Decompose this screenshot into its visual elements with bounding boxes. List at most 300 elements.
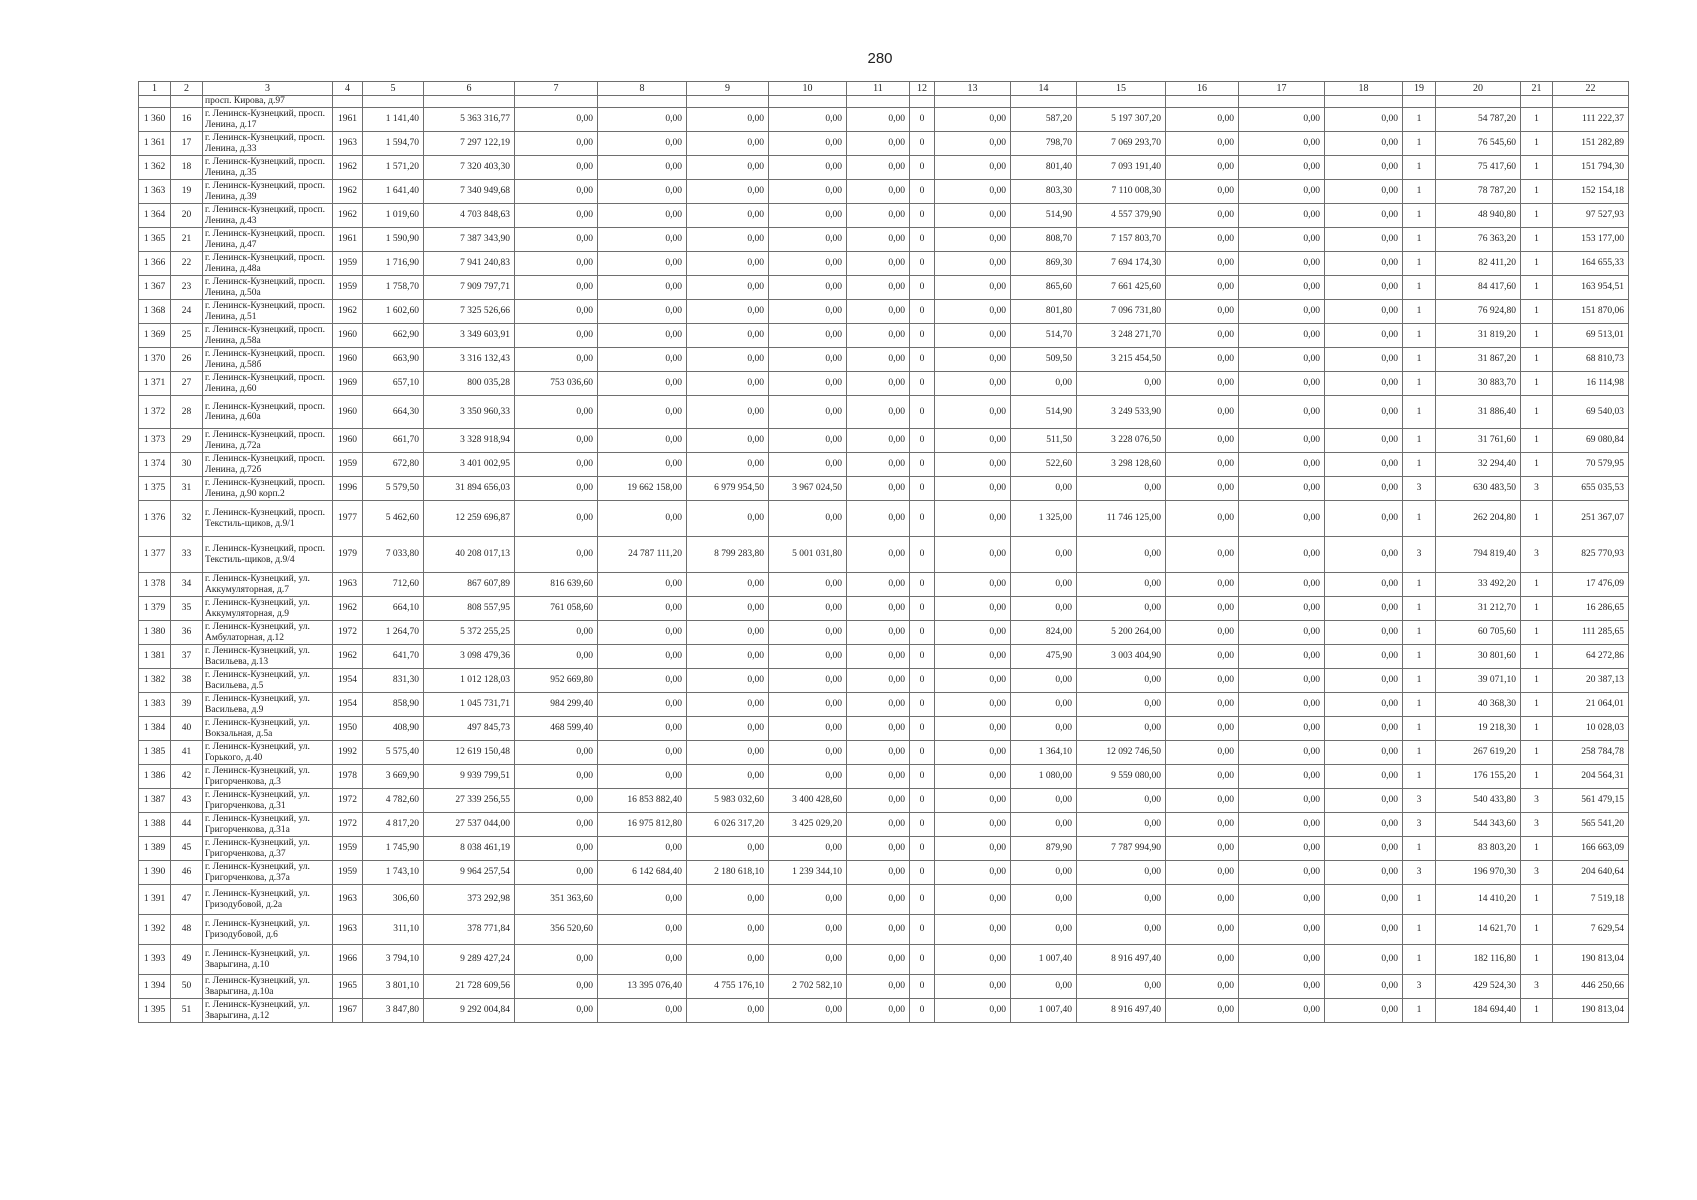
value-cell: 5 001 031,80 xyxy=(769,537,847,573)
value-cell: 0,00 xyxy=(1166,324,1239,348)
value-cell: 5 363 316,77 xyxy=(424,108,515,132)
value-cell: 0,00 xyxy=(598,669,687,693)
value-cell: 1 xyxy=(1403,915,1436,945)
value-cell: 825 770,93 xyxy=(1553,537,1629,573)
value-cell: 0,00 xyxy=(1325,597,1403,621)
row-number-cell: 1 361 xyxy=(139,132,171,156)
local-number-cell: 41 xyxy=(171,741,203,765)
value-cell: 31 819,20 xyxy=(1436,324,1521,348)
value-cell: 1 141,40 xyxy=(363,108,424,132)
value-cell: 0,00 xyxy=(1166,669,1239,693)
row-number-cell: 1 383 xyxy=(139,693,171,717)
value-cell: 40 368,30 xyxy=(1436,693,1521,717)
local-number-cell: 27 xyxy=(171,372,203,396)
value-cell: 0,00 xyxy=(687,669,769,693)
local-number-cell: 43 xyxy=(171,789,203,813)
value-cell: 0,00 xyxy=(687,693,769,717)
value-cell: 0,00 xyxy=(598,621,687,645)
value-cell: 0,00 xyxy=(1239,453,1325,477)
column-header: 22 xyxy=(1553,82,1629,96)
value-cell: 0,00 xyxy=(1166,813,1239,837)
value-cell: 753 036,60 xyxy=(515,372,598,396)
value-cell: 0,00 xyxy=(1077,537,1166,573)
value-cell: 565 541,20 xyxy=(1553,813,1629,837)
value-cell: 8 916 497,40 xyxy=(1077,999,1166,1023)
value-cell: 4 817,20 xyxy=(363,813,424,837)
value-cell: 0,00 xyxy=(935,669,1011,693)
value-cell: 0,00 xyxy=(769,573,847,597)
address-cell: г. Ленинск-Кузнецкий, ул. Григорченкова, д.3 xyxy=(203,765,333,789)
table-row xyxy=(139,861,1629,885)
year-cell: 1959 xyxy=(333,252,363,276)
row-number-cell: 1 364 xyxy=(139,204,171,228)
value-cell: 3 xyxy=(1521,477,1553,501)
value-cell: 0,00 xyxy=(1325,204,1403,228)
value-cell: 0,00 xyxy=(935,228,1011,252)
value-cell: 1 743,10 xyxy=(363,861,424,885)
value-cell: 0,00 xyxy=(847,861,910,885)
value-cell: 0,00 xyxy=(1239,477,1325,501)
address-cell: г. Ленинск-Кузнецкий, ул. Григорченкова, д.31а xyxy=(203,813,333,837)
value-cell: 0 xyxy=(910,621,935,645)
value-cell: 0,00 xyxy=(598,717,687,741)
value-cell: 182 116,80 xyxy=(1436,945,1521,975)
value-cell: 6 142 684,40 xyxy=(598,861,687,885)
value-cell: 3 425 029,20 xyxy=(769,813,847,837)
value-cell: 800 035,28 xyxy=(424,372,515,396)
value-cell: 0,00 xyxy=(847,348,910,372)
table-row xyxy=(139,789,1629,813)
column-header: 18 xyxy=(1325,82,1403,96)
table-row xyxy=(139,999,1629,1023)
address-cell: г. Ленинск-Кузнецкий, просп. Ленина, д.72б xyxy=(203,453,333,477)
value-cell: 0,00 xyxy=(515,429,598,453)
value-cell: 1 xyxy=(1521,396,1553,429)
row-number-cell: 1 367 xyxy=(139,276,171,300)
table-row xyxy=(139,537,1629,573)
value-cell: 3 xyxy=(1521,537,1553,573)
value-cell: 184 694,40 xyxy=(1436,999,1521,1023)
year-cell: 1959 xyxy=(333,861,363,885)
table-row xyxy=(139,597,1629,621)
value-cell: 0,00 xyxy=(769,999,847,1023)
value-cell: 3 xyxy=(1403,813,1436,837)
column-header: 9 xyxy=(687,82,769,96)
year-cell: 1954 xyxy=(333,669,363,693)
year-cell: 1963 xyxy=(333,885,363,915)
value-cell: 1 xyxy=(1403,573,1436,597)
local-number-cell: 31 xyxy=(171,477,203,501)
value-cell: 1 xyxy=(1403,228,1436,252)
value-cell: 12 619 150,48 xyxy=(424,741,515,765)
value-cell: 0,00 xyxy=(1166,975,1239,999)
value-cell: 0,00 xyxy=(1077,573,1166,597)
value-cell: 0,00 xyxy=(1077,885,1166,915)
value-cell: 0,00 xyxy=(935,324,1011,348)
value-cell: 3 xyxy=(1403,537,1436,573)
value-cell: 0,00 xyxy=(598,180,687,204)
value-cell: 4 703 848,63 xyxy=(424,204,515,228)
local-number-cell: 21 xyxy=(171,228,203,252)
value-cell: 0,00 xyxy=(1239,693,1325,717)
value-cell: 3 xyxy=(1521,861,1553,885)
column-header: 20 xyxy=(1436,82,1521,96)
value-cell: 0,00 xyxy=(1011,693,1077,717)
local-number-cell: 20 xyxy=(171,204,203,228)
value-cell: 0,00 xyxy=(1325,741,1403,765)
local-number-cell: 23 xyxy=(171,276,203,300)
value-cell: 0,00 xyxy=(935,429,1011,453)
address-cell: г. Ленинск-Кузнецкий, ул. Зварыгина, д.10 xyxy=(203,945,333,975)
value-cell: 0,00 xyxy=(847,717,910,741)
value-cell: 1 012 128,03 xyxy=(424,669,515,693)
value-cell: 0,00 xyxy=(847,276,910,300)
value-cell: 0 xyxy=(910,537,935,573)
table-cell xyxy=(910,96,935,108)
value-cell: 0,00 xyxy=(1166,999,1239,1023)
value-cell: 0,00 xyxy=(515,396,598,429)
value-cell: 9 559 080,00 xyxy=(1077,765,1166,789)
value-cell: 0,00 xyxy=(598,885,687,915)
value-cell: 0,00 xyxy=(935,132,1011,156)
column-header: 16 xyxy=(1166,82,1239,96)
value-cell: 0,00 xyxy=(935,837,1011,861)
value-cell: 1 594,70 xyxy=(363,132,424,156)
value-cell: 3 249 533,90 xyxy=(1077,396,1166,429)
value-cell: 0,00 xyxy=(1239,276,1325,300)
value-cell: 831,30 xyxy=(363,669,424,693)
year-cell: 1962 xyxy=(333,300,363,324)
value-cell: 0,00 xyxy=(769,945,847,975)
value-cell: 0,00 xyxy=(687,573,769,597)
table-row xyxy=(139,108,1629,132)
value-cell: 0,00 xyxy=(935,999,1011,1023)
value-cell: 111 222,37 xyxy=(1553,108,1629,132)
value-cell: 5 197 307,20 xyxy=(1077,108,1166,132)
value-cell: 801,40 xyxy=(1011,156,1077,180)
value-cell: 3 xyxy=(1521,813,1553,837)
table-cell xyxy=(1325,96,1403,108)
table-cell xyxy=(424,96,515,108)
value-cell: 540 433,80 xyxy=(1436,789,1521,813)
address-cell: г. Ленинск-Кузнецкий, ул. Зварыгина, д.10а xyxy=(203,975,333,999)
value-cell: 1 xyxy=(1403,645,1436,669)
column-header: 12 xyxy=(910,82,935,96)
value-cell: 0,00 xyxy=(687,645,769,669)
value-cell: 4 755 176,10 xyxy=(687,975,769,999)
value-cell: 1 xyxy=(1521,999,1553,1023)
table-cell xyxy=(847,96,910,108)
value-cell: 5 983 032,60 xyxy=(687,789,769,813)
address-cell: г. Ленинск-Кузнецкий, просп. Ленина, д.43 xyxy=(203,204,333,228)
local-number-cell: 36 xyxy=(171,621,203,645)
value-cell: 858,90 xyxy=(363,693,424,717)
value-cell: 76 363,20 xyxy=(1436,228,1521,252)
value-cell: 7 093 191,40 xyxy=(1077,156,1166,180)
value-cell: 0,00 xyxy=(1011,537,1077,573)
value-cell: 0,00 xyxy=(687,300,769,324)
value-cell: 0,00 xyxy=(935,789,1011,813)
year-cell: 1959 xyxy=(333,837,363,861)
value-cell: 11 746 125,00 xyxy=(1077,501,1166,537)
value-cell: 0,00 xyxy=(1166,789,1239,813)
year-cell: 1977 xyxy=(333,501,363,537)
value-cell: 587,20 xyxy=(1011,108,1077,132)
value-cell: 0,00 xyxy=(1166,108,1239,132)
value-cell: 0,00 xyxy=(515,228,598,252)
value-cell: 0,00 xyxy=(1325,573,1403,597)
local-number-cell: 40 xyxy=(171,717,203,741)
value-cell: 446 250,66 xyxy=(1553,975,1629,999)
value-cell: 0,00 xyxy=(687,621,769,645)
value-cell: 0,00 xyxy=(769,693,847,717)
local-number-cell: 45 xyxy=(171,837,203,861)
year-cell: 1950 xyxy=(333,717,363,741)
value-cell: 12 259 696,87 xyxy=(424,501,515,537)
value-cell: 0,00 xyxy=(1077,477,1166,501)
value-cell: 0,00 xyxy=(687,204,769,228)
value-cell: 1 xyxy=(1521,348,1553,372)
value-cell: 1 xyxy=(1403,156,1436,180)
year-cell: 1963 xyxy=(333,915,363,945)
value-cell: 0 xyxy=(910,501,935,537)
value-cell: 306,60 xyxy=(363,885,424,915)
column-header: 1 xyxy=(139,82,171,96)
value-cell: 54 787,20 xyxy=(1436,108,1521,132)
value-cell: 0,00 xyxy=(515,741,598,765)
value-cell: 0,00 xyxy=(1325,975,1403,999)
value-cell: 0,00 xyxy=(687,501,769,537)
address-cell: г. Ленинск-Кузнецкий, ул. Аккумуляторная, д.9 xyxy=(203,597,333,621)
row-number-cell: 1 372 xyxy=(139,396,171,429)
value-cell: 76 924,80 xyxy=(1436,300,1521,324)
value-cell: 544 343,60 xyxy=(1436,813,1521,837)
value-cell: 1 602,60 xyxy=(363,300,424,324)
value-cell: 641,70 xyxy=(363,645,424,669)
value-cell: 0,00 xyxy=(847,300,910,324)
table-row xyxy=(139,276,1629,300)
value-cell: 3 215 454,50 xyxy=(1077,348,1166,372)
value-cell: 1 xyxy=(1403,693,1436,717)
value-cell: 0,00 xyxy=(1325,945,1403,975)
value-cell: 0,00 xyxy=(1325,999,1403,1023)
value-cell: 0,00 xyxy=(515,975,598,999)
value-cell: 152 154,18 xyxy=(1553,180,1629,204)
value-cell: 0,00 xyxy=(1166,573,1239,597)
value-cell: 1 xyxy=(1403,396,1436,429)
value-cell: 1 xyxy=(1521,372,1553,396)
value-cell: 0,00 xyxy=(847,789,910,813)
value-cell: 0,00 xyxy=(1239,717,1325,741)
value-cell: 0,00 xyxy=(1325,348,1403,372)
value-cell: 1 641,40 xyxy=(363,180,424,204)
value-cell: 0 xyxy=(910,717,935,741)
value-cell: 0,00 xyxy=(1166,180,1239,204)
value-cell: 879,90 xyxy=(1011,837,1077,861)
value-cell: 0,00 xyxy=(1239,765,1325,789)
value-cell: 0,00 xyxy=(598,276,687,300)
address-cell: г. Ленинск-Кузнецкий, ул. Васильева, д.9 xyxy=(203,693,333,717)
value-cell: 5 372 255,25 xyxy=(424,621,515,645)
value-cell: 0,00 xyxy=(935,372,1011,396)
local-number-cell: 22 xyxy=(171,252,203,276)
value-cell: 761 058,60 xyxy=(515,597,598,621)
value-cell: 0,00 xyxy=(769,837,847,861)
value-cell: 3 847,80 xyxy=(363,999,424,1023)
value-cell: 0,00 xyxy=(1011,372,1077,396)
row-number-cell: 1 385 xyxy=(139,741,171,765)
table-cell xyxy=(515,96,598,108)
table-row xyxy=(139,348,1629,372)
value-cell: 1 xyxy=(1521,453,1553,477)
value-cell: 0,00 xyxy=(935,861,1011,885)
value-cell: 69 080,84 xyxy=(1553,429,1629,453)
value-cell: 0,00 xyxy=(598,501,687,537)
value-cell: 0,00 xyxy=(687,180,769,204)
value-cell: 0,00 xyxy=(1011,789,1077,813)
value-cell: 663,90 xyxy=(363,348,424,372)
column-header: 17 xyxy=(1239,82,1325,96)
address-cell: г. Ленинск-Кузнецкий, ул. Аккумуляторная, д.7 xyxy=(203,573,333,597)
value-cell: 0,00 xyxy=(1325,477,1403,501)
value-cell: 0,00 xyxy=(687,945,769,975)
value-cell: 84 417,60 xyxy=(1436,276,1521,300)
value-cell: 0,00 xyxy=(515,813,598,837)
year-cell: 1969 xyxy=(333,372,363,396)
local-number-cell: 44 xyxy=(171,813,203,837)
value-cell: 0 xyxy=(910,228,935,252)
row-number-cell: 1 395 xyxy=(139,999,171,1023)
value-cell: 14 410,20 xyxy=(1436,885,1521,915)
value-cell: 0,00 xyxy=(769,453,847,477)
value-cell: 0,00 xyxy=(769,741,847,765)
value-cell: 0,00 xyxy=(687,453,769,477)
value-cell: 1 xyxy=(1521,669,1553,693)
value-cell: 0,00 xyxy=(847,252,910,276)
row-number-cell: 1 390 xyxy=(139,861,171,885)
value-cell: 0,00 xyxy=(847,837,910,861)
value-cell: 712,60 xyxy=(363,573,424,597)
value-cell: 163 954,51 xyxy=(1553,276,1629,300)
table-cell xyxy=(1077,96,1166,108)
value-cell: 0,00 xyxy=(1325,228,1403,252)
value-cell: 1 045 731,71 xyxy=(424,693,515,717)
value-cell: 0 xyxy=(910,573,935,597)
address-cell: г. Ленинск-Кузнецкий, просп. Ленина, д.48а xyxy=(203,252,333,276)
value-cell: 0,00 xyxy=(935,156,1011,180)
value-cell: 31 894 656,03 xyxy=(424,477,515,501)
column-header: 13 xyxy=(935,82,1011,96)
value-cell: 0,00 xyxy=(1239,180,1325,204)
value-cell: 0,00 xyxy=(1239,537,1325,573)
row-number-cell: 1 362 xyxy=(139,156,171,180)
value-cell: 0,00 xyxy=(1166,837,1239,861)
value-cell: 21 728 609,56 xyxy=(424,975,515,999)
value-cell: 3 400 428,60 xyxy=(769,789,847,813)
address-cell: г. Ленинск-Кузнецкий, просп. Текстиль-щиков, д.9/4 xyxy=(203,537,333,573)
value-cell: 31 886,40 xyxy=(1436,396,1521,429)
value-cell: 672,80 xyxy=(363,453,424,477)
column-header: 10 xyxy=(769,82,847,96)
value-cell: 0,00 xyxy=(598,324,687,348)
table-row xyxy=(139,813,1629,837)
value-cell: 0,00 xyxy=(769,765,847,789)
value-cell: 0,00 xyxy=(598,915,687,945)
value-cell: 1 xyxy=(1521,132,1553,156)
value-cell: 0,00 xyxy=(769,204,847,228)
table-row xyxy=(139,945,1629,975)
value-cell: 0,00 xyxy=(847,945,910,975)
value-cell: 0,00 xyxy=(935,180,1011,204)
address-cell: г. Ленинск-Кузнецкий, ул. Горького, д.40 xyxy=(203,741,333,765)
value-cell: 1 xyxy=(1403,180,1436,204)
year-cell: 1959 xyxy=(333,276,363,300)
value-cell: 8 799 283,80 xyxy=(687,537,769,573)
value-cell: 0,00 xyxy=(1011,915,1077,945)
value-cell: 0,00 xyxy=(1239,108,1325,132)
table-row xyxy=(139,252,1629,276)
value-cell: 1 xyxy=(1403,429,1436,453)
value-cell: 3 794,10 xyxy=(363,945,424,975)
value-cell: 468 599,40 xyxy=(515,717,598,741)
value-cell: 0,00 xyxy=(935,645,1011,669)
value-cell: 0 xyxy=(910,765,935,789)
value-cell: 0,00 xyxy=(847,429,910,453)
value-cell: 1 xyxy=(1521,573,1553,597)
value-cell: 1 745,90 xyxy=(363,837,424,861)
value-cell: 151 282,89 xyxy=(1553,132,1629,156)
value-cell: 2 702 582,10 xyxy=(769,975,847,999)
value-cell: 0 xyxy=(910,204,935,228)
value-cell: 509,50 xyxy=(1011,348,1077,372)
value-cell: 0,00 xyxy=(1011,861,1077,885)
value-cell: 0,00 xyxy=(935,348,1011,372)
value-cell: 151 870,06 xyxy=(1553,300,1629,324)
value-cell: 12 092 746,50 xyxy=(1077,741,1166,765)
value-cell: 0,00 xyxy=(1325,324,1403,348)
value-cell: 0,00 xyxy=(1166,348,1239,372)
value-cell: 3 228 076,50 xyxy=(1077,429,1166,453)
value-cell: 378 771,84 xyxy=(424,915,515,945)
value-cell: 190 813,04 xyxy=(1553,945,1629,975)
value-cell: 514,90 xyxy=(1011,204,1077,228)
value-cell: 0,00 xyxy=(935,975,1011,999)
value-cell: 32 294,40 xyxy=(1436,453,1521,477)
value-cell: 0,00 xyxy=(598,765,687,789)
value-cell: 33 492,20 xyxy=(1436,573,1521,597)
value-cell: 0 xyxy=(910,429,935,453)
value-cell: 3 098 479,36 xyxy=(424,645,515,669)
value-cell: 0,00 xyxy=(1077,789,1166,813)
local-number-cell: 25 xyxy=(171,324,203,348)
value-cell: 1 xyxy=(1403,717,1436,741)
value-cell: 153 177,00 xyxy=(1553,228,1629,252)
value-cell: 0,00 xyxy=(1166,228,1239,252)
value-cell: 0,00 xyxy=(1011,477,1077,501)
address-cell: просп. Кирова, д.97 xyxy=(203,96,333,108)
value-cell: 0,00 xyxy=(1166,597,1239,621)
value-cell: 0,00 xyxy=(847,204,910,228)
local-number-cell: 35 xyxy=(171,597,203,621)
value-cell: 0,00 xyxy=(1166,693,1239,717)
year-cell: 1965 xyxy=(333,975,363,999)
value-cell: 0,00 xyxy=(847,645,910,669)
value-cell: 0,00 xyxy=(1011,885,1077,915)
value-cell: 0,00 xyxy=(847,477,910,501)
value-cell: 1 xyxy=(1521,276,1553,300)
value-cell: 1 xyxy=(1521,693,1553,717)
value-cell: 0,00 xyxy=(515,132,598,156)
